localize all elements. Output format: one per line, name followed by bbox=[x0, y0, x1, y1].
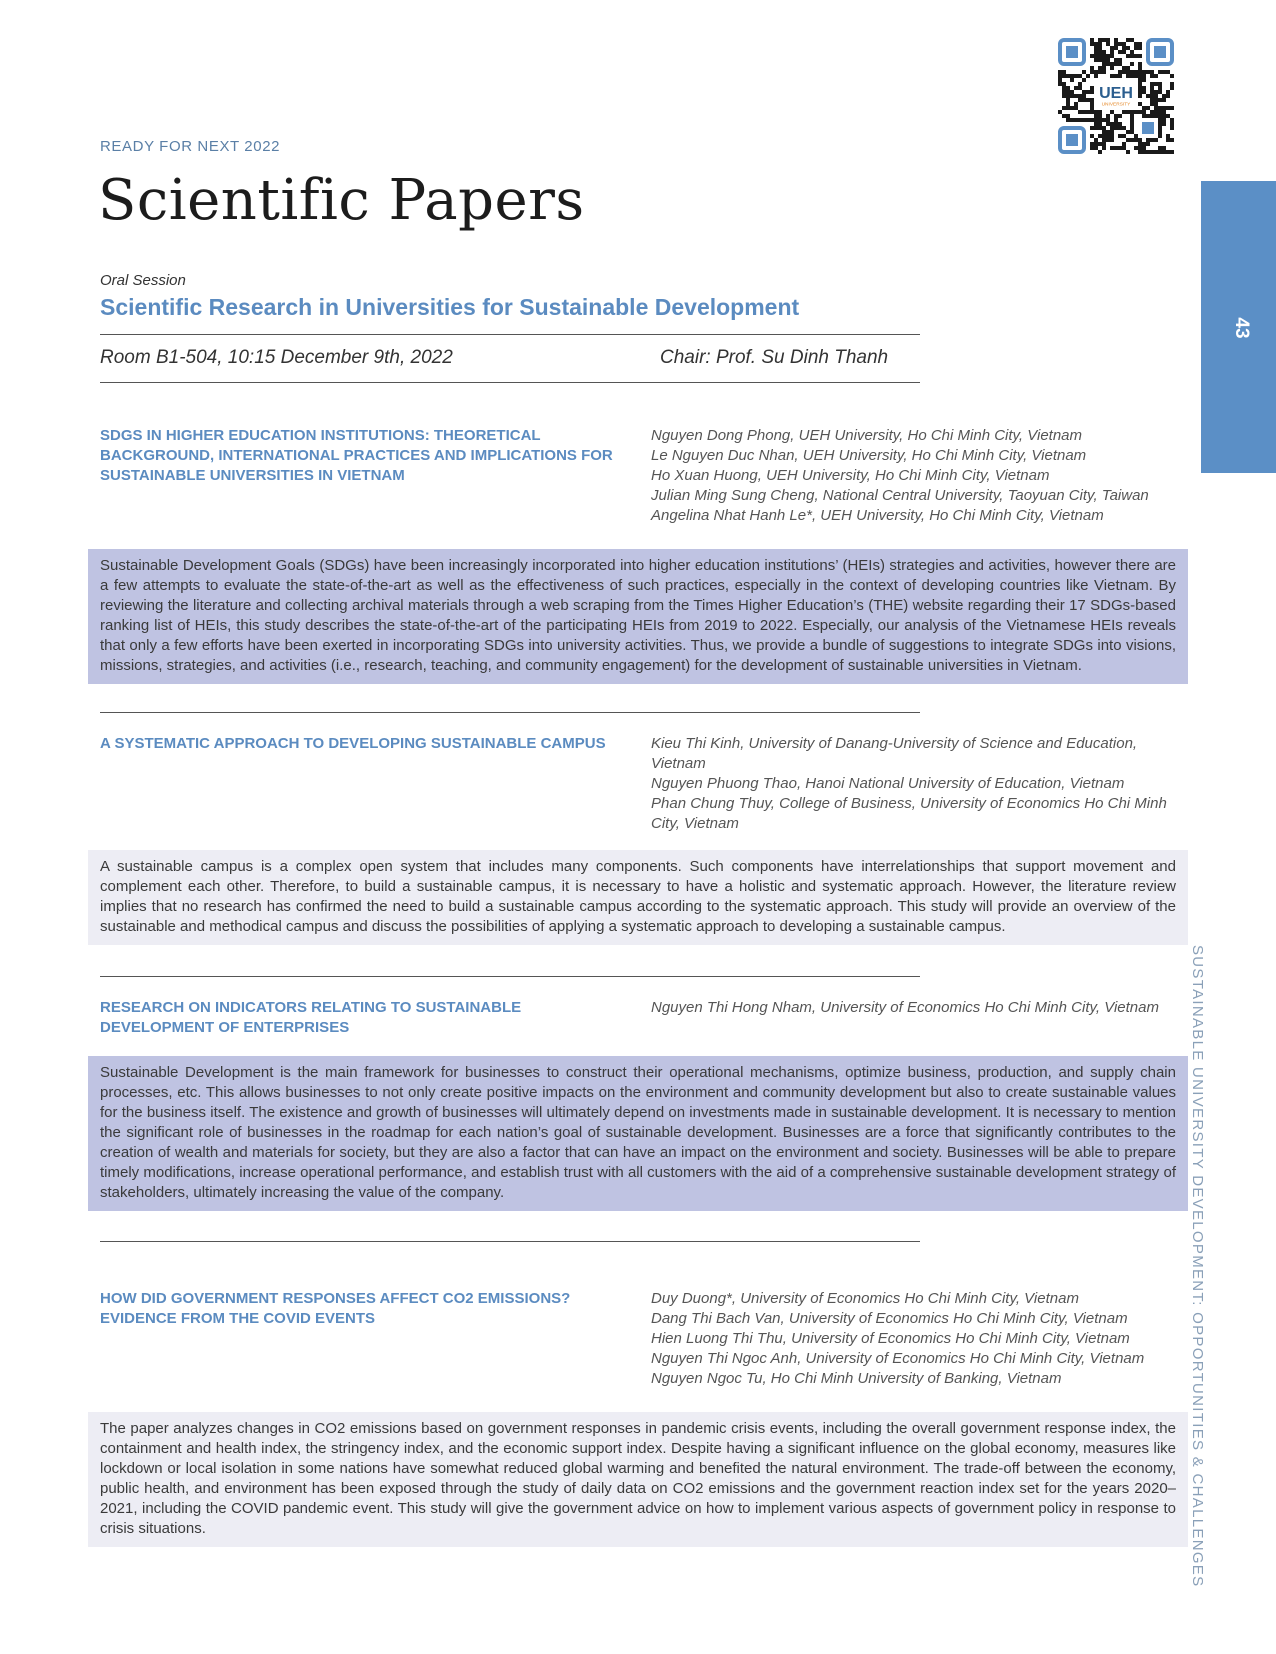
paper-authors bbox=[651, 998, 1176, 1018]
chair-info: Chair: Prof. Su Dinh Thanh bbox=[660, 347, 889, 368]
header-kicker: READY FOR NEXT 2022 bbox=[100, 138, 281, 155]
paper-abstract: A sustainable campus is a complex open system that includes many components. Such components have interrelationships that support movement and complement each other. Therefore, to build a sustainable campus, it is necessary to have a holistic and systematic approach. However, the literature review implies that no research has confirmed the need to build a sustainable campus according to the systematic approach. This study will provide an overview of the sustainable and methodical campus and discuss the possibilities of applying a systematic approach to developing a sustainable campus. bbox=[88, 850, 1188, 945]
paper-title: RESEARCH ON INDICATORS RELATING TO SUSTAINABLE DEVELOPMENT OF ENTERPRISES bbox=[100, 999, 522, 1036]
room-info: Room B1-504, 10:15 December 9th, 2022 bbox=[100, 347, 453, 368]
paper-title: A SYSTEMATIC APPROACH TO DEVELOPING SUSTAINABLE CAMPUS bbox=[100, 735, 606, 752]
author: Hien Luong Thi Thu, University of Economics Ho Chi Minh City, Vietnam bbox=[651, 1330, 1130, 1347]
author: Ho Xuan Huong, UEH University, Ho Chi Minh City, Vietnam bbox=[651, 467, 1050, 484]
divider bbox=[100, 382, 920, 383]
paper-title: SDGS IN HIGHER EDUCATION INSTITUTIONS: THEORETICAL BACKGROUND, INTERNATIONAL PRACTICES AND IMPLICATIONS FOR SUSTAINABLE UNIVERSITIES IN VIETNAM bbox=[100, 427, 613, 484]
section-vertical-label: SUSTAINABLE UNIVERSITY DEVELOPMENT: OPPORTUNITIES & CHALLENGES bbox=[1189, 945, 1206, 1588]
paper-abstract: The paper analyzes changes in CO2 emissions based on government responses in pandemic crisis events, including the overall government response index, the containment and health index, the stringency index, and the economic support index. Despite having a significant influence on the global economy, measures like lockdown or local isolation in some nations have somewhat reduced global warming and benefited the natural environment. The trade-off between the economy, public health, and environment has been exposed through the study of daily data on CO2 emissions and the government reaction index set for the years 2020–2021, including the COVID pandemic event. This study will give the government advice on how to implement various aspects of government policy in response to crisis situations. bbox=[88, 1412, 1188, 1547]
author: Le Nguyen Duc Nhan, UEH University, Ho Chi Minh City, Vietnam bbox=[651, 447, 1087, 464]
qr-code bbox=[1058, 38, 1174, 154]
author: Duy Duong*, University of Economics Ho Chi Minh City, Vietnam bbox=[651, 1290, 1079, 1307]
author: Nguyen Thi Hong Nham, University of Economics Ho Chi Minh City, Vietnam bbox=[651, 999, 1159, 1016]
divider bbox=[100, 712, 920, 713]
qr-logo-subtext: UNIVERSITY bbox=[1101, 102, 1131, 108]
paper-authors bbox=[651, 426, 1176, 526]
author: Julian Ming Sung Cheng, National Central University, Taoyuan City, Taiwan bbox=[651, 487, 1149, 504]
divider bbox=[100, 334, 920, 335]
paper-authors bbox=[651, 734, 1176, 834]
divider bbox=[100, 1241, 920, 1242]
author: Angelina Nhat Hanh Le*, UEH University, Ho Chi Minh City, Vietnam bbox=[651, 507, 1104, 524]
page-number: 43 bbox=[1231, 317, 1252, 339]
session-type: Oral Session bbox=[100, 272, 186, 289]
author: Kieu Thi Kinh, University of Danang-University of Science and Education, Vietnam bbox=[651, 735, 1138, 772]
author: Nguyen Thi Ngoc Anh, University of Economics Ho Chi Minh City, Vietnam bbox=[651, 1350, 1145, 1367]
session-title: Scientific Research in Universities for Sustainable Development bbox=[100, 294, 800, 320]
author: Nguyen Phuong Thao, Hanoi National University of Education, Vietnam bbox=[651, 775, 1125, 792]
divider bbox=[100, 976, 920, 977]
author: Dang Thi Bach Van, University of Economics Ho Chi Minh City, Vietnam bbox=[651, 1310, 1128, 1327]
author: Nguyen Dong Phong, UEH University, Ho Chi Minh City, Vietnam bbox=[651, 427, 1083, 444]
paper-abstract: Sustainable Development is the main framework for businesses to construct their operational mechanisms, optimize business, production, and supply chain processes, etc. This allows businesses to not only create positive impacts on the environment and community development but also to create sustainable values for the business itself. The existence and growth of businesses will ultimately depend on investments made in sustainable development. It is necessary to mention the significant role of businesses in the roadmap for each nation’s goal of sustainable development. Businesses are a force that significantly contributes to the creation of wealth and materials for society, but they are also a factor that can have an impact on the environment and society. Businesses will be able to prepare timely modifications, increase operational performance, and establish trust with all customers with the aid of a comprehensive sustainable development strategy of stakeholders, ultimately increasing the value of the company. bbox=[88, 1056, 1188, 1211]
author: Phan Chung Thuy, College of Business, University of Economics Ho Chi Minh City, Vietnam bbox=[651, 795, 1167, 832]
qr-logo-text: UEH bbox=[1099, 85, 1133, 102]
page-title: Scientific Papers bbox=[98, 168, 585, 233]
paper-authors bbox=[651, 1289, 1176, 1389]
paper-abstract: Sustainable Development Goals (SDGs) have been increasingly incorporated into higher education institutions’ (HEIs) strategies and activities, however there are a few attempts to evaluate the state-of-the-art as well as the effectiveness of such practices, especially in the context of developing countries like Vietnam. By reviewing the literature and collecting archival materials through a web scraping from the Times Higher Education’s (THE) website regarding their 17 SDGs-based ranking list of HEIs, this study describes the state-of-the-art of the participating HEIs from 2019 to 2022. Especially, our analysis of the Vietnamese HEIs reveals that only a few efforts have been exerted in incorporating SDGs into university activities. Thus, we provide a bundle of suggestions to integrate SDGs into visions, missions, strategies, and activities (i.e., research, teaching, and community engagement) for the development of sustainable universities in Vietnam. bbox=[88, 549, 1188, 684]
paper-title: HOW DID GOVERNMENT RESPONSES AFFECT CO2 EMISSIONS? EVIDENCE FROM THE COVID EVENTS bbox=[100, 1290, 571, 1327]
author: Nguyen Ngoc Tu, Ho Chi Minh University of Banking, Vietnam bbox=[651, 1370, 1062, 1387]
